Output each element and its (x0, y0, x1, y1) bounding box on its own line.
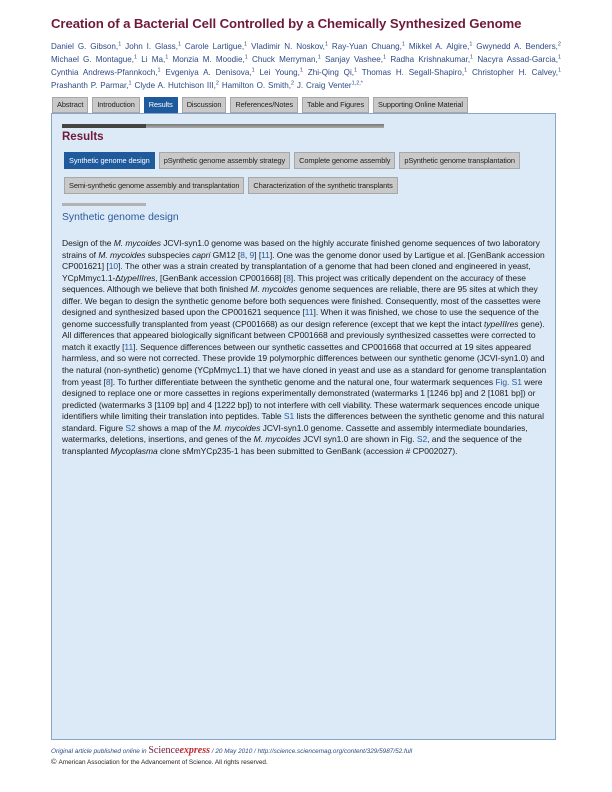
table-link[interactable]: S1 (283, 411, 295, 422)
author-name: Prashanth P. Parmar, (51, 81, 129, 91)
results-heading: Results (62, 131, 104, 143)
author-name: Daniel G. Gibson, (51, 42, 119, 51)
author-affiliation: 1 (244, 41, 248, 48)
subtab-characterization-of-the-synthetic-transplants[interactable]: Characterization of the synthetic transplants (248, 177, 397, 194)
body-text: genome sequences are reliable, there are 95 sites at which they differ. We began to design the synthetic genome before both sequences were finished. Consequently, most of the cassettes were designed and synthesized based upon the CP001621 sequence [ (62, 284, 541, 318)
gene-name: typeIIIres (120, 272, 156, 283)
body-text: ]. One was the genome donor used by Lartigue et al. [GenBank accession CP001621] [ (62, 249, 545, 272)
author-affiliation: 1 (324, 41, 328, 48)
author-name: Carole Lartigue, (184, 42, 245, 51)
author-name: Clyde A. Hutchison III, (134, 81, 216, 91)
subtab-psynthetic-genome-transplantation[interactable]: pSynthetic genome transplantation (399, 152, 520, 169)
author-affiliation: 1 (251, 67, 255, 74)
copyright-line (51, 757, 268, 766)
author-affiliation: 1 (354, 67, 358, 74)
tab-supporting-online-material[interactable]: Supporting Online Material (373, 97, 468, 113)
ref-link[interactable]: 10 (108, 261, 119, 272)
footer-prefix: Original article published online in (51, 748, 147, 755)
author-name: J. Craig Venter (296, 81, 352, 91)
subtab-psynthetic-genome-assembly-strategy[interactable]: pSynthetic genome assembly strategy (159, 152, 290, 169)
ref-link[interactable]: 8 (286, 272, 291, 283)
author-affiliation: 1 (244, 54, 248, 61)
species-name: M. mycoides (253, 434, 301, 445)
author-affiliation: 2 (290, 80, 295, 87)
author-affiliation: 1,2,* (351, 80, 363, 87)
author-name: Christopher H. Calvey, (472, 68, 558, 78)
gene-name: typeIIIres (484, 318, 519, 329)
species-name: M. mycoides (98, 249, 146, 260)
body-text: ]. This project was critically dependent on the accuracy of these sequences. Although we believe that both finished (62, 272, 526, 295)
author-affiliation: 1 (470, 54, 474, 61)
genus-name: Mycoplasma (110, 445, 158, 456)
body-text: were designed to replace one or more cassettes in regions experimentally demonstrated (watermarks 1 [1246 bp] and 2 [1081 bp]) or predicted (watermarks 3 [1109 bp] and 4 [1222 bp]) to not interfere with cell viability. These watermark sequences encode unique identifiers while limiting their translation into peptides. Table (62, 376, 543, 422)
body-text: Design of the (62, 238, 114, 248)
body-text: ]. When it was finished, we chose to use the sequence of the genome successfully transplanted from yeast (CP001668) as our design reference (except that we kept the intact (62, 307, 539, 329)
species-name: M. mycoides (113, 238, 161, 248)
body-text: , [GenBank accession CP001668] [ (155, 272, 287, 283)
author-name: Radha Krishnakumar, (390, 55, 471, 65)
figure-link[interactable]: S2 (125, 422, 136, 433)
body-text: JCVI-syn1.0 genome was based on the highly accurate finished genome sequences of two laboratory strains of (62, 238, 540, 260)
logo-express: express (179, 745, 210, 756)
results-panel (51, 113, 556, 740)
author-name: Thomas H. Segall-Shapiro, (361, 68, 465, 78)
figure-link[interactable]: Fig. S1 (495, 376, 522, 387)
tab-introduction[interactable]: Introduction (92, 97, 139, 113)
author-affiliation: 1 (464, 67, 468, 74)
section-body (62, 238, 548, 457)
figure-link[interactable]: S2 (416, 434, 428, 445)
copyright-text: American Association for the Advancement of Science. All rights reserved. (58, 759, 268, 766)
author-name: John I. Glass, (125, 42, 178, 51)
body-text: ]. To further differentiate between the synthetic genome and the natural one, four watermark sequences (110, 376, 496, 387)
article-tabs (52, 97, 468, 113)
results-subtabs (64, 152, 549, 194)
body-text: GM12 [ (210, 249, 241, 260)
author-affiliation: 1 (118, 41, 122, 48)
copyright-icon: © (51, 757, 57, 766)
author-name: Ray-Yuan Chuang, (331, 42, 402, 51)
author-name: Monzia M. Moodie, (172, 55, 245, 65)
tab-results[interactable]: Results (144, 97, 178, 113)
author-affiliation: 2 (557, 41, 561, 48)
author-affiliation: 1 (299, 67, 303, 74)
publication-footer (51, 745, 412, 756)
sciencexpress-logo[interactable] (148, 745, 210, 756)
author-affiliation: 1 (177, 41, 182, 48)
author-affiliation: 2 (215, 80, 219, 87)
author-affiliation: 1 (558, 67, 562, 74)
author-name: Chuck Merryman, (251, 55, 318, 65)
author-name: Gwynedd A. Benders, (476, 42, 558, 51)
author-name: Mikkel A. Algire, (408, 42, 470, 51)
author-name: Lei Young, (259, 68, 300, 78)
article-title: Creation of a Bacterial Cell Controlled by a Chemically Synthesized Genome (51, 16, 522, 31)
body-text: shows a map of the (135, 422, 214, 433)
author-affiliation: 1 (469, 41, 473, 48)
ref-link[interactable]: 8 (240, 249, 245, 260)
author-list (51, 40, 561, 92)
body-text: ] [ (254, 249, 262, 260)
ref-link[interactable]: 11 (124, 341, 134, 352)
body-text: ]. Sequence differences between our synthetic cassettes and CP001668 that occurred at 19 sites appeared harmless, and so were not corrected. These provide 19 polymorphic differences between our synthetic genome (JCVI-syn1.0) and the natural (non-synthetic) genome (YCpMmyc1.1) that we have cloned in yeast and use as a standard for genome transplantation from yeast [ (62, 341, 547, 387)
author-affiliation: 1 (557, 54, 562, 61)
body-text: subspecies (145, 249, 193, 260)
author-name: Hamilton O. Smith, (221, 81, 291, 91)
subtab-complete-genome-assembly[interactable]: Complete genome assembly (294, 152, 395, 169)
body-text: , (244, 249, 250, 260)
author-name: Cynthia Andrews-Pfannkoch, (51, 68, 158, 78)
body-text: gene). All differences that appeared biologically significant between CP001668 and previously synthesized cassettes were corrected to match it exactly [ (62, 318, 545, 352)
ref-link[interactable]: 11 (304, 307, 314, 318)
author-name: Nacyra Assad-Garcia, (477, 55, 558, 65)
author-name: Zhi-Qing Qi, (307, 68, 355, 78)
tab-discussion[interactable]: Discussion (182, 97, 227, 113)
author-affiliation: 1 (128, 80, 132, 87)
ref-link[interactable]: 9 (249, 249, 255, 260)
species-name: capri (192, 249, 211, 260)
author-name: Michael G. Montague, (51, 55, 135, 65)
author-affiliation: 1 (157, 67, 161, 74)
panel-progress-fill (62, 124, 146, 128)
tab-table-and-figures[interactable]: Table and Figures (302, 97, 369, 113)
section-divider (62, 203, 146, 206)
ref-link[interactable]: 11 (261, 249, 270, 260)
logo-science: Science (148, 745, 180, 756)
subtab-semi-synthetic-genome-assembly-and-transplantation[interactable]: Semi-synthetic genome assembly and transplantation (64, 177, 244, 194)
tab-references-notes[interactable]: References/Notes (230, 97, 298, 113)
author-affiliation: 1 (165, 54, 169, 61)
tab-abstract[interactable]: Abstract (52, 97, 88, 113)
author-affiliation: 1 (317, 54, 321, 61)
ref-link[interactable]: 8 (105, 376, 111, 387)
body-text: lists the differences between the synthetic genome and this natural standard. Figure (62, 411, 544, 433)
section-title: Synthetic genome design (62, 212, 179, 223)
species-name: M. mycoides (250, 284, 298, 295)
body-text: clone sMmYCp235-1 has been submitted to GenBank (accession # CP002027). (157, 445, 458, 456)
body-text: JCVI-syn1.0 genome. Cassette and assembly intermediate boundaries, watermarks, deletions, insertions, and genes of the (62, 422, 528, 445)
author-name: Li Ma, (141, 55, 166, 65)
author-affiliation: 1 (383, 54, 387, 61)
footer-suffix: / 20 May 2010 / http://science.sciencemag.org/content/329/5987/52.full (211, 748, 413, 755)
author-affiliation: 1 (401, 41, 405, 48)
author-name: Sanjay Vashee, (325, 55, 384, 65)
author-name: Evgeniya A. Denisova, (165, 68, 252, 78)
body-text: ]. The other was a strain created by transplantation of a genome that had been cloned and engineered in yeast, YCpMmyc1.1-Δ (62, 261, 531, 283)
author-name: Vladimir N. Noskov, (251, 42, 325, 51)
body-text: , and the sequence of the transplanted (62, 434, 522, 456)
body-text: JCVI syn1.0 are shown in Fig. (300, 434, 417, 445)
author-affiliation: 1 (134, 54, 138, 61)
species-name: M. mycoides (213, 422, 261, 433)
subtab-synthetic-genome-design[interactable]: Synthetic genome design (64, 152, 155, 169)
